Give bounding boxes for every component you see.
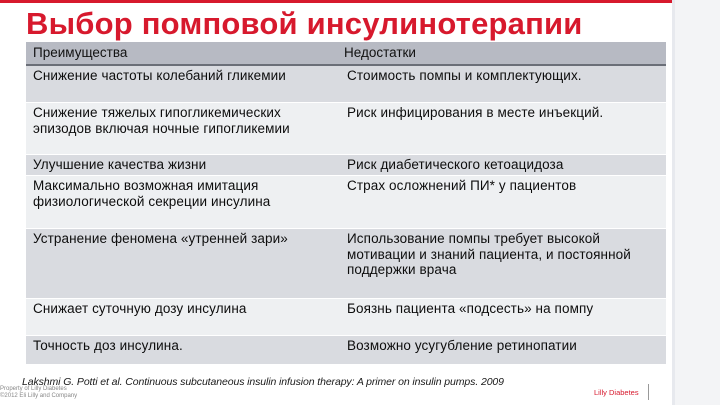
advantage-cell: Снижает суточную дозу инсулина	[33, 301, 247, 316]
table-row	[26, 103, 666, 155]
right-margin-panel	[672, 0, 720, 405]
disadvantage-cell: Риск диабетического кетоацидоза	[347, 157, 564, 172]
disadvantage-cell: Использование помпы требует высокой мотивации и знаний пациента, и постоянной поддержки врача	[347, 231, 631, 277]
advantage-cell: Устранение феномена «утренней зари»	[33, 231, 288, 246]
table-row	[26, 155, 666, 176]
advantage-cell: Снижение частоты колебаний гликемии	[33, 68, 286, 83]
citation: Lakshmi G. Potti et al. Continuous subcutaneous insulin infusion therapy: A primer on insulin pumps. 2009	[22, 376, 504, 388]
header-advantages: Преимущества	[33, 45, 128, 60]
slide-title: Выбор помповой инсулинотерапии	[26, 6, 583, 41]
table-row	[26, 229, 666, 299]
table-header	[26, 42, 666, 66]
table-row	[26, 336, 666, 365]
disadvantage-cell: Риск инфицирования в месте инъекций.	[347, 105, 604, 120]
copyright-notice	[0, 386, 77, 400]
brand-logo-text: Lilly Diabetes	[594, 388, 639, 397]
disadvantage-cell: Боязнь пациента «подсесть» на помпу	[347, 301, 594, 316]
table-row	[26, 299, 666, 336]
header-disadvantages: Недостатки	[344, 45, 416, 60]
top-accent-rule	[0, 0, 720, 3]
table-row	[26, 66, 666, 103]
disadvantage-cell: Страх осложнений ПИ* у пациентов	[347, 178, 577, 193]
copyright-line: Property of Lilly Diabetes	[0, 386, 67, 392]
advantage-cell: Максимально возможная имитация физиологической секреции инсулина	[33, 178, 271, 209]
brand-divider	[648, 384, 649, 400]
advantage-cell: Точность доз инсулина.	[33, 338, 183, 353]
copyright-line: ©2012 Eli Lilly and Company	[0, 393, 78, 399]
comparison-table	[26, 42, 666, 365]
disadvantage-cell: Возможно усугубление ретинопатии	[347, 338, 577, 353]
right-margin-accent	[672, 0, 675, 405]
advantage-cell: Снижение тяжелых гипогликемических эпизодов включая ночные гипогликемии	[33, 105, 290, 136]
table-row	[26, 176, 666, 229]
disadvantage-cell: Стоимость помпы и комплектующих.	[347, 68, 582, 83]
advantage-cell: Улучшение качества жизни	[33, 157, 207, 172]
